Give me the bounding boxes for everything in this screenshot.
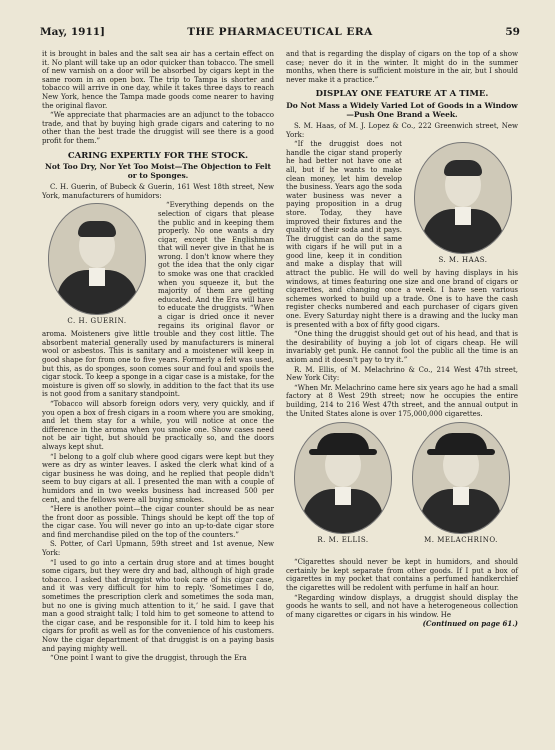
ellis-portrait-figure [288, 422, 398, 545]
paragraph: R. M. Ellis, of M. Melachrino & Co., 214 West 47th street, New York City: [286, 365, 518, 383]
portrait-photo [412, 422, 510, 534]
paragraph: “One thing the druggist should get out of his head, and that is the desirability of buying a job lot of cigars cheap. He will invariably get punk. He cannot fool the public all the time is an axiom and it doesn't pay to try it.” [286, 330, 518, 364]
melachrino-portrait-figure [406, 422, 516, 545]
paragraph: “Cigarettes should never be kept in humidors, and should certainly be kept separate from other goods. If I put a box of cigarettes in my pocket that contains a perfumed handkerchief the cigarettes will be redolent with perfume in half an hour. [286, 558, 518, 592]
paragraph: C. H. Guerin, of Bubeck & Guerin, 161 West 18th street, New York, manufacturers of humidors: [42, 183, 274, 200]
issue-date: May, 1911] [40, 26, 106, 38]
paragraph: “We appreciate that pharmacies are an adjunct to the tobacco trade, and that by buying high grade cigars and catering to no other than the best trade the druggist will see there is a good profit for them.” [42, 111, 274, 145]
page-header [40, 26, 520, 40]
portrait-caption: R. M. ELLIS. [317, 536, 369, 545]
paragraph: “Here is another point—the cigar counter should be as near the front door as possible. Things should be kept off the top of the cigar case. You will never go into an up-to-date cigar store and find merchandise piled on the top of the counters.” [42, 505, 274, 539]
paragraph: S. Potter, of Carl Upmann, 59th street and 1st avenue, New York: [42, 540, 274, 558]
portrait-photo [414, 142, 512, 254]
paragraph: “If the druggist does not handle the cigar stand properly he had better not have one at all, but if he wants to make clean money, let him develop the business. Years ago the soda water business was never a paying proposition in a drug store. Today, they have improved their fixtures and the quality of their soda and it pays. The druggist can do the same with cigars if he will put in a good line, keep it in condition and make a display that will attract the public. He will do well by having displays in his windows, at times featuring one size and one brand of cigars or cigarettes, and changing once a week. I have seen various schemes worked to build up a trade. One is to have the cash register checks numbered and each purchaser of cigars given one. Every Saturday night there is a drawing and the lucky man is presented with a box of fifty good cigars. [286, 140, 518, 329]
section-subheading: Not Too Dry, Nor Yet Too Moist—The Objection to Felt or to Sponges. [45, 162, 271, 181]
paragraph: S. M. Haas, of M. J. Lopez & Co., 222 Greenwich street, New York: [286, 121, 518, 139]
haas-portrait-figure [408, 142, 518, 265]
portrait-caption: M. MELACHRINO. [424, 536, 498, 545]
portrait-caption: C. H. GUERIN. [67, 317, 127, 326]
paragraph: “One point I want to give the druggist, through the Era [50, 654, 247, 663]
portrait-caption: S. M. HAAS. [438, 256, 488, 265]
paragraph: “Tobacco will absorb foreign odors very, very quickly, and if you open a box of fresh cigars in a room where you are smoking, and let them stay for a while, you will notice at once the difference in the aroma when you smoke one. Show cases need not be air tight, but should be practically so, and the doors always kept shut. [42, 399, 274, 451]
portrait-photo [294, 422, 392, 534]
twin-portraits [286, 422, 518, 554]
paragraph: it is brought in bales and the salt sea air has a certain effect on it. No plant will take up an odor quicker than tobacco. The smell of new varnish on a door will be absorbed by cigars kept in the same room in an open box. The trip to Tampa is shorter and tobacco will arrive in one day, while it takes three days to reach New York, hence the Tampa made goods come nearer to having the original flavor. [42, 50, 274, 110]
continued-note: (Continued on page 61.) [422, 619, 518, 629]
publication-title: THE PHARMACEUTICAL ERA [187, 26, 373, 38]
portrait-photo [48, 203, 146, 315]
paragraph: and that is regarding the display of cigars on the top of a show case; never do it in the winter. It might do in the summer months, when there is sufficient moisture in the air, but I should never make it a practice.” [286, 50, 518, 84]
section-subheading: Do Not Mass a Widely Varied Lot of Goods in a Window—Push One Brand a Week. [286, 100, 518, 119]
section-heading: CARING EXPERTLY FOR THE STOCK. [67, 150, 249, 161]
guerin-portrait-figure [42, 203, 152, 326]
left-column [42, 50, 274, 664]
paragraph: “Everything depends on the selection of cigars that please the public and in keeping them properly. No one wants a dry cigar, except the Englishman that will never give in that he is wrong. I don't know where they got the idea that the only cigar to smoke was one that crackled when you squeeze it, but the majority of them are getting educated. And the Era will have to educate the druggists. “When a cigar is dried once it never regains its original flavor or aroma. Moisteners give little trouble and they cost little. The absorbent material generally used by manufacturers is mineral wool or asbestos. This is sanitary and a moistener will keep in good shape for from one to five years. Formerly a felt was used, but this, as do sponges, soon comes sour and foul and spoils the cigar stock. To keep a sponge in a cigar case is a mistake, for the moisture is given off so slowly, in addition to the fact that its use is not good from a sanitary standpoint. [42, 201, 274, 399]
paragraph: “When Mr. Melachrino came here six years ago he had a small factory at 8 West 29th street; now he occupies the entire building, 214 to 216 West 47th street, and the annual output in the United States alone is over 175,000,000 cigarettes. [286, 383, 518, 418]
section-heading: DISPLAY ONE FEATURE AT A TIME. [315, 89, 489, 100]
paragraph: “I belong to a golf club where good cigars were kept but they were as dry as winter leaves. I asked the clerk what kind of a cigar business he was doing, and he replied that people didn't seem to buy cigars at all. I presented the man with a couple of humidors and in two weeks business had increased 500 per cent, and the fellows were all buying smokes. [42, 452, 274, 504]
right-column [286, 50, 518, 629]
paragraph: “I used to go into a certain drug store and at times bought some cigars, but they were dry and bad, although of high grade tobacco. I asked that druggist who took care of his cigar case, and it was very difficult for him to reply. ‘Sometimes I do, sometimes the prescription clerk and sometimes the soda man, but no one is giving much attention to it,’ he said. I gave that man a good straight talk; I told him to get someone to attend to the cigar case, and be responsible for it. I told him to keep his cigars for profit as well as for the convenience of his customers. Now the cigar department of that druggist is on a paying basis and paying mighty well. [42, 558, 274, 653]
page-number: 59 [505, 26, 520, 38]
paragraph: “Regarding window displays, a druggist should display the goods he wants to sell, and not have a heterogeneous collection of many cigarettes or cigars in his window. He [286, 593, 518, 619]
